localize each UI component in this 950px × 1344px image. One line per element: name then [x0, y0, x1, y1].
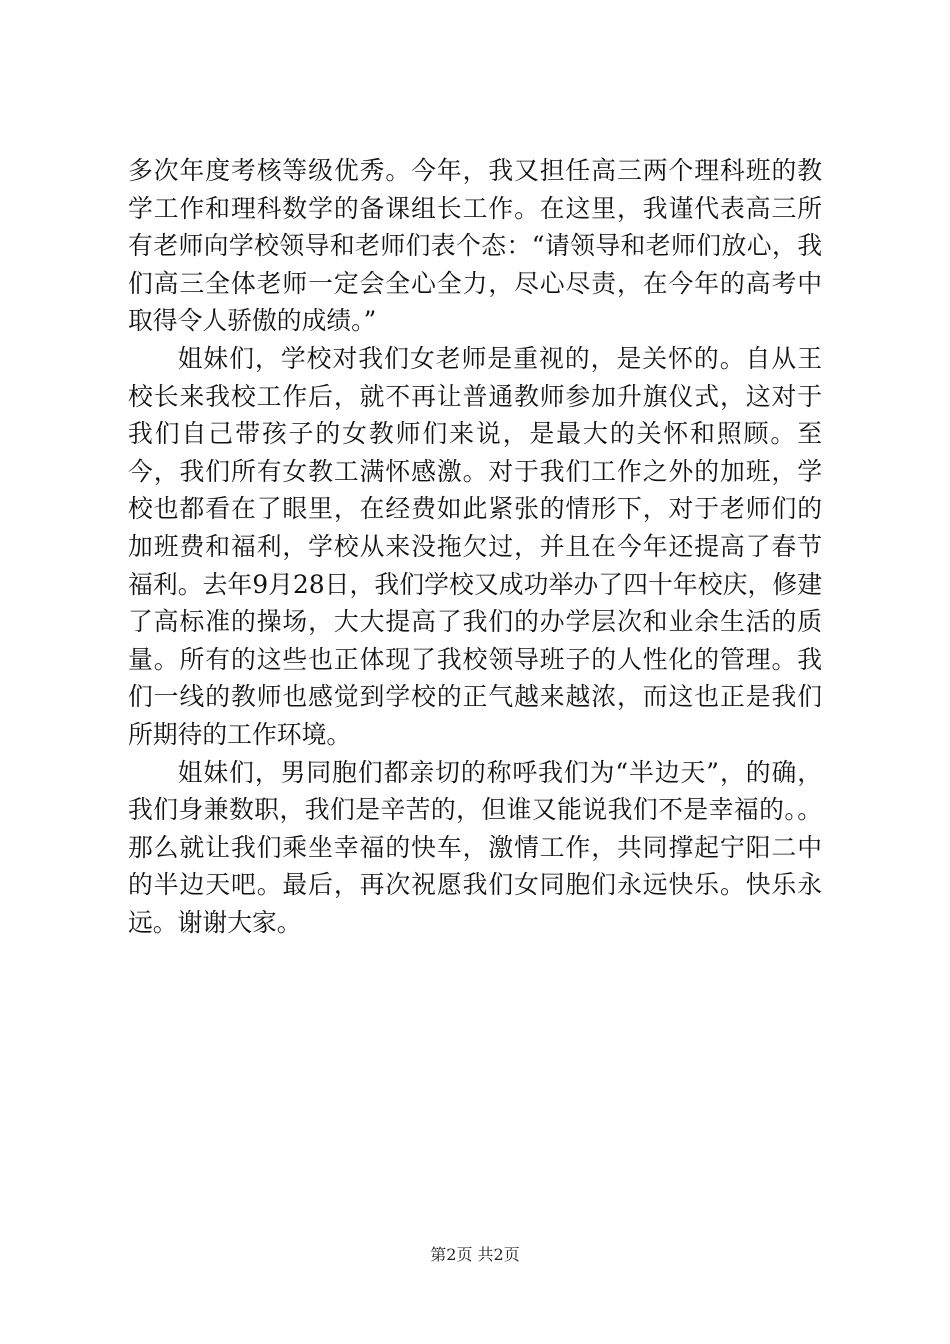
page-number-footer: 第2页 共2页: [430, 1245, 520, 1264]
paragraph-2: 姐妹们，学校对我们女老师是重视的，是关怀的。自从王校长来我校工作后，就不再让普通教师参加升旗仪式，这对于我们自己带孩子的女教师们来说，是最大的关怀和照顾。至今，我们所有女教工满怀感激。对于我们工作之外的加班，学校也都看在了眼里，在经费如此紧张的情形下，对于老师们的加班费和福利，学校从来没拖欠过，并且在今年还提高了春节福利。去年9月28日，我们学校又成功举办了四十年校庆，修建了高标准的操场，大大提高了我们的办学层次和业余生活的质量。所有的这些也正体现了我校领导班子的人性化的管理。我们一线的教师也感觉到学校的正气越来越浓，而这也正是我们所期待的工作环境。: [128, 343, 822, 749]
paragraph-3: 姐妹们，男同胞们都亲切的称呼我们为“半边天”，的确，我们身兼数职，我们是辛苦的，但谁又能说我们不是幸福的。。那么就让我们乘坐幸福的快车，激情工作，共同撑起宁阳二中的半边天吧。最后，再次祝愿我们女同胞们永远快乐。快乐永远。谢谢大家。: [128, 757, 822, 937]
document-body: [128, 152, 822, 941]
paragraph-1: 多次年度考核等级优秀。今年，我又担任高三两个理科班的教学工作和理科数学的备课组长工作。在这里，我谨代表高三所有老师向学校领导和老师们表个态：“请领导和老师们放心，我们高三全体老师一定会全心全力，尽心尽责，在今年的高考中取得令人骄傲的成绩。”: [128, 156, 822, 336]
